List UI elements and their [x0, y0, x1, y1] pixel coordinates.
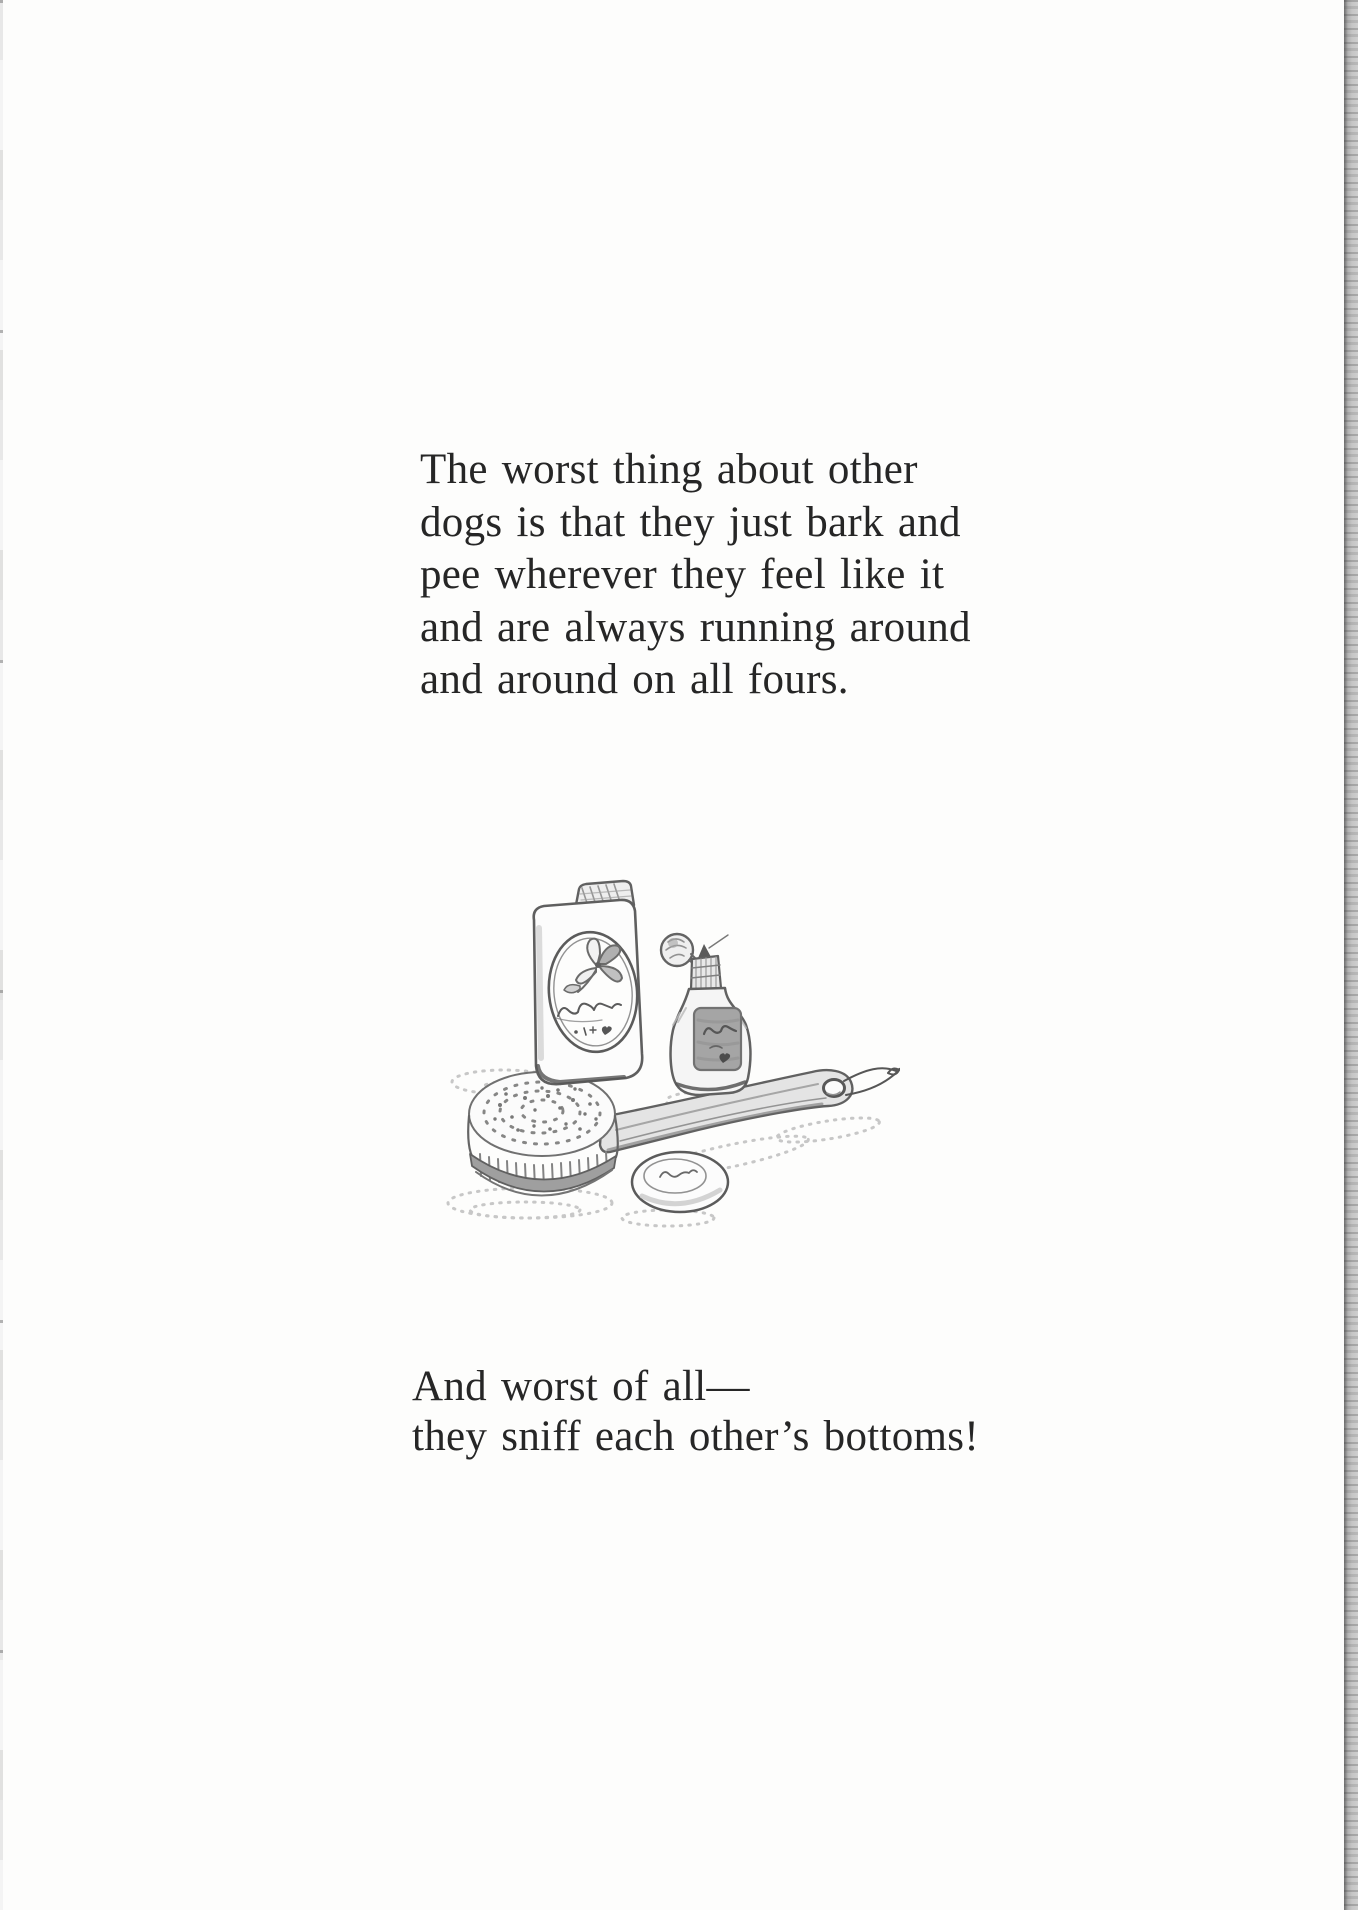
text-line: and are always running around: [420, 603, 971, 651]
page-edge-scan-strip: [1344, 0, 1358, 1910]
soap-bar-sketch: [632, 1152, 728, 1212]
text-line: and around on all fours.: [420, 656, 849, 703]
top-paragraph: [420, 444, 971, 707]
shampoo-bottle-sketch: [534, 881, 643, 1084]
page-left-edge-artifact: [0, 0, 3, 1910]
text-line: they sniff each other’s bottoms!: [412, 1413, 979, 1460]
text-line: The worst thing about other: [420, 446, 918, 493]
text-line: dogs is that they just bark and: [420, 498, 961, 546]
spray-bottle-sketch: [661, 934, 750, 1095]
text-line: pee wherever they feel like it: [420, 551, 945, 598]
grooming-illustration: [430, 858, 900, 1256]
text-line: And worst of all—: [412, 1363, 750, 1410]
bottom-paragraph: [412, 1362, 979, 1462]
